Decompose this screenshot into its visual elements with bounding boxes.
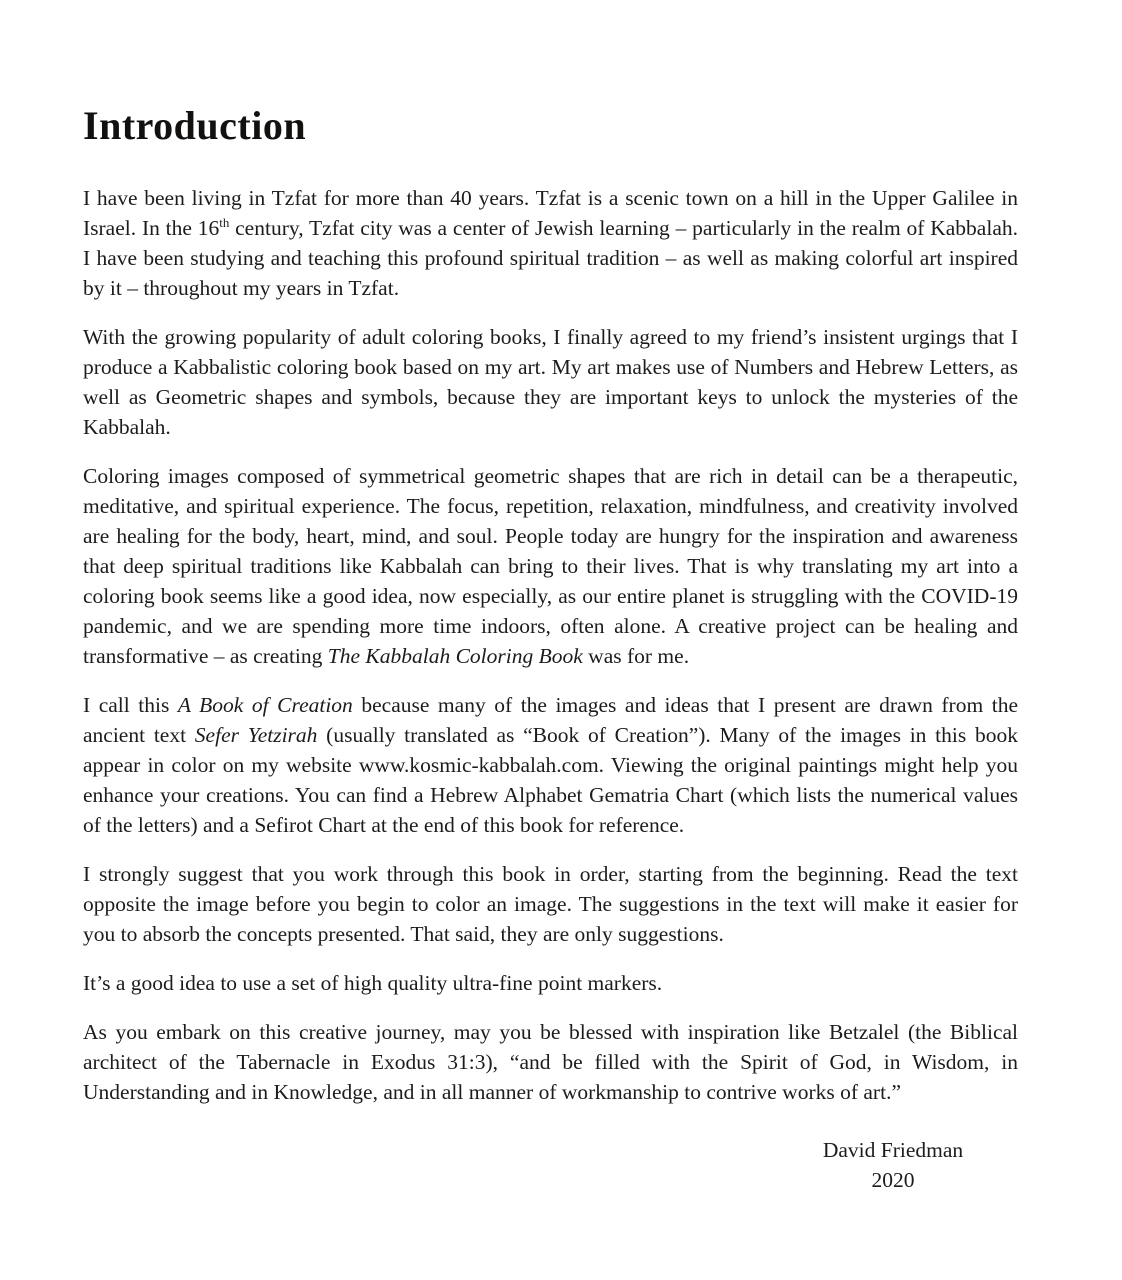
intro-paragraph-4: I call this A Book of Creation because many of the images and ideas that I present are drawn from the ancient text Sefer Yetzirah (usually translated as “Book of Creation”). Many of the images in this book appear in color on my website www.kosmic-kabbalah.com. Viewing the original paintings might help you enhance your creations. You can find a Hebrew Alphabet Gematria Chart (which lists the numerical values of the letters) and a Sefirot Chart at the end of this book for reference. — [83, 693, 1018, 837]
intro-paragraph-1: I have been living in Tzfat for more than 40 years. Tzfat is a scenic town on a hill in the Upper Galilee in Israel. In the 16th century, Tzfat city was a center of Jewish learning – particularly in the realm of Kabbalah. I have been studying and teaching this profound spiritual tradition – as well as making colorful art inspired by it – throughout my years in Tzfat. — [83, 186, 1018, 300]
intro-paragraph-2: With the growing popularity of adult coloring books, I finally agreed to my friend’s insistent urgings that I produce a Kabbalistic coloring book based on my art. My art makes use of Numbers and Hebrew Letters, as well as Geometric shapes and symbols, because they are important keys to unlock the mysteries of the Kabbalah. — [83, 325, 1018, 439]
intro-paragraph-5: I strongly suggest that you work through this book in order, starting from the beginning. Read the text opposite the image before you begin to color an image. The suggestions in the text will make it easier for you to absorb the concepts presented. That said, they are only suggestions. — [83, 862, 1018, 946]
body-text — [83, 183, 1018, 1107]
intro-paragraph-6: It’s a good idea to use a set of high quality ultra-fine point markers. — [83, 971, 663, 995]
author-name: David Friedman — [822, 1138, 964, 1162]
intro-paragraph-7: As you embark on this creative journey, may you be blessed with inspiration like Betzalel (the Biblical architect of the Tabernacle in Exodus 31:3), “and be filled with the Spirit of God, in Wisdom, in Understanding and in Knowledge, and in all manner of workmanship to contrive works of art.” — [83, 1020, 1018, 1104]
intro-paragraph-3: Coloring images composed of symmetrical geometric shapes that are rich in detail can be a therapeutic, meditative, and spiritual experience. The focus, repetition, relaxation, mindfulness, and creativity involved are healing for the body, heart, mind, and soul. People today are hungry for the inspiration and awareness that deep spiritual traditions like Kabbalah can bring to their lives. That is why translating my art into a coloring book seems like a good idea, now especially, as our entire planet is struggling with the COVID-19 pandemic, and we are spending more time indoors, often alone. A creative project can be healing and transformative – as creating The Kabbalah Coloring Book was for me. — [83, 464, 1018, 668]
page-title: Introduction — [83, 103, 307, 148]
signature-year: 2020 — [871, 1168, 915, 1192]
signature-block — [768, 1135, 1018, 1195]
